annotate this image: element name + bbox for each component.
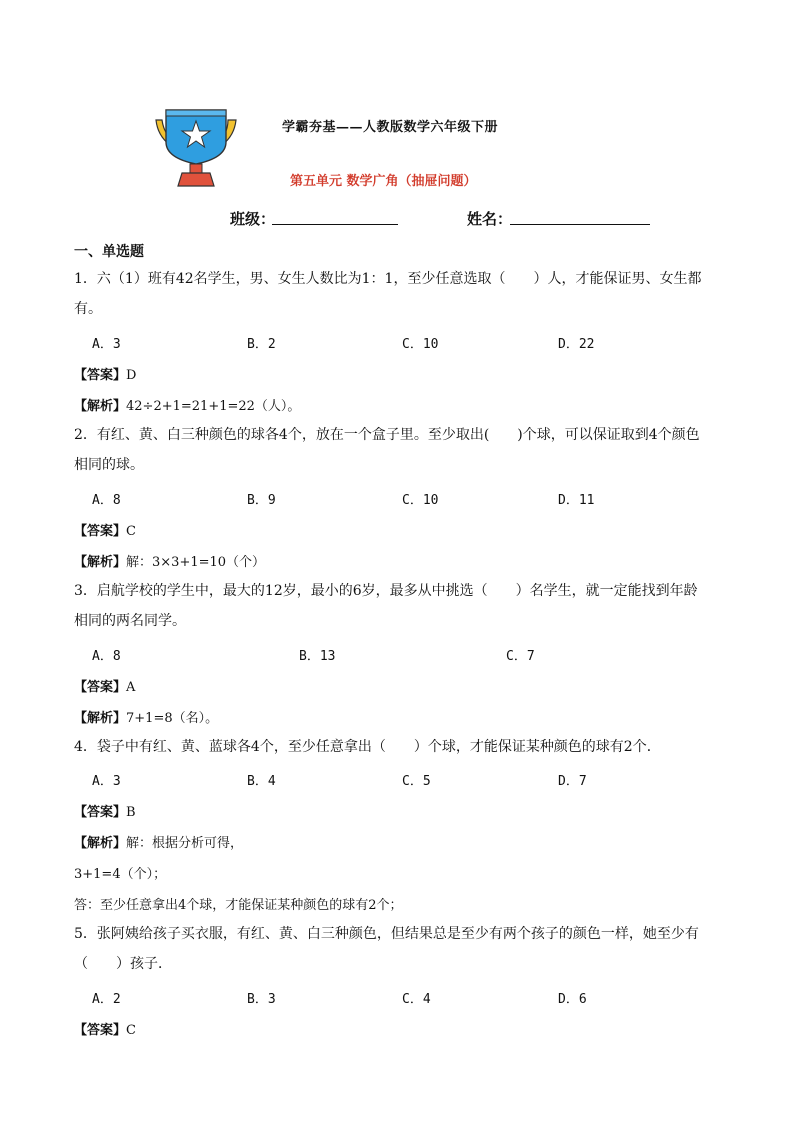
answer-value: A: [126, 680, 136, 695]
subtitle-clip: [290, 170, 500, 189]
q4-option-b: B．4: [247, 774, 276, 789]
answer-label: 【答案】: [74, 805, 127, 820]
q2-option-d: D．11: [558, 493, 595, 508]
section-heading: 一、单选题: [74, 244, 144, 260]
q2-option-b: B．9: [247, 493, 276, 508]
question-2-line2: 相同的球。: [74, 457, 144, 473]
q3-answer: [74, 676, 135, 695]
q4-analysis-line3: 答：至少任意拿出4个球，才能保证某种颜色的球有2个；: [74, 898, 403, 913]
analysis-text: 解：3×3+1=10（个）: [126, 555, 266, 570]
q4-analysis: [74, 832, 243, 851]
question-5-line2: （ ）孩子．: [74, 956, 172, 972]
answer-value: D: [126, 368, 137, 383]
q1-answer: [74, 364, 136, 383]
analysis-text: 42÷2+1=21+1=22（人）。: [126, 399, 301, 414]
q2-option-c: C．10: [402, 493, 439, 508]
q1-option-b: B．2: [247, 337, 276, 352]
analysis-label: 【解析】: [74, 836, 127, 851]
question-1-line2: 有。: [74, 301, 102, 317]
q2-option-a: A．8: [92, 493, 121, 508]
question-5-line1: 5．张阿姨给孩子买衣服，有红、黄、白三种颜色，但结果总是至少有两个孩子的颜色一样，她至少有: [74, 926, 699, 942]
q4-analysis-line2: 3+1=4（个）；: [74, 867, 167, 882]
q4-answer: [74, 801, 136, 820]
q3-option-c: C．7: [506, 649, 535, 664]
analysis-text: 7+1=8（名）。: [126, 711, 219, 726]
q3-option-b: B．13: [299, 649, 336, 664]
q4-option-a: A．3: [92, 774, 121, 789]
q1-option-c: C．10: [402, 337, 439, 352]
question-1-line1: 1．六（1）班有42名学生，男、女生人数比为1：1，至少任意选取（ ）人，才能保证男、女生都: [74, 271, 702, 287]
q1-option-d: D．22: [558, 337, 595, 352]
analysis-text: 解：根据分析可得，: [126, 836, 244, 851]
name-label: 姓名：: [467, 210, 513, 228]
analysis-label: 【解析】: [74, 555, 127, 570]
q5-option-b: B．3: [247, 992, 276, 1007]
question-3-line1: 3．启航学校的学生中，最大的12岁，最小的6岁，最多从中挑选（ ）名学生，就一定能找到年龄: [74, 583, 698, 599]
document-title: 学霸夯基——人教版数学六年级下册: [282, 120, 499, 135]
answer-value: C: [126, 1023, 136, 1038]
q5-answer: [74, 1019, 136, 1038]
trophy-star-icon: [152, 106, 242, 188]
answer-label: 【答案】: [74, 368, 127, 383]
answer-label: 【答案】: [74, 680, 127, 695]
unit-subtitle: 第五单元 数学广角（抽屉问题）: [290, 174, 477, 189]
analysis-label: 【解析】: [74, 711, 127, 726]
analysis-label: 【解析】: [74, 399, 127, 414]
q3-analysis: [74, 707, 218, 726]
q5-option-a: A．2: [92, 992, 121, 1007]
question-3-line2: 相同的两名同学。: [74, 613, 186, 629]
q5-option-c: C．4: [402, 992, 431, 1007]
q1-option-a: A．3: [92, 337, 121, 352]
question-4-line1: 4．袋子中有红、黄、蓝球各4个，至少任意拿出（ ）个球，才能保证某种颜色的球有2个．: [74, 739, 661, 755]
q2-analysis: [74, 551, 265, 570]
q2-answer: [74, 520, 136, 539]
q3-option-a: A．8: [92, 649, 121, 664]
q1-analysis: [74, 395, 300, 414]
q5-option-d: D．6: [558, 992, 587, 1007]
class-label: 班级：: [230, 210, 276, 228]
question-2-line1: 2．有红、黄、白三种颜色的球各4个，放在一个盒子里。至少取出( )个球，可以保证取到4个颜色: [74, 427, 700, 443]
q4-option-c: C．5: [402, 774, 431, 789]
answer-label: 【答案】: [74, 1023, 127, 1038]
name-field-line[interactable]: [510, 224, 650, 225]
answer-label: 【答案】: [74, 524, 127, 539]
q4-option-d: D．7: [558, 774, 587, 789]
answer-value: B: [126, 805, 136, 820]
class-field-line[interactable]: [272, 224, 398, 225]
answer-value: C: [126, 524, 136, 539]
